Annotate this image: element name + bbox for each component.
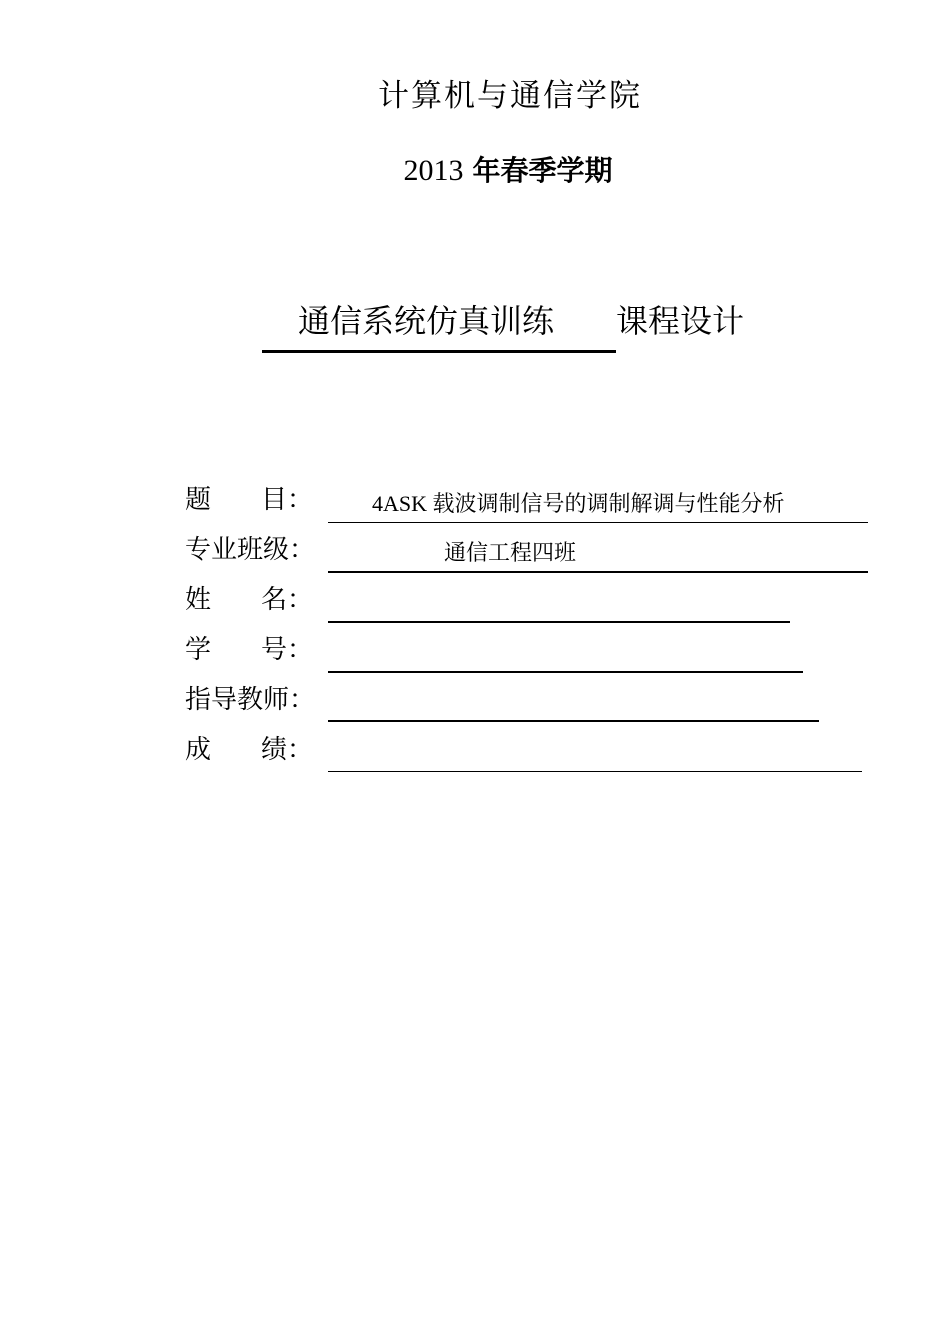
class-underline bbox=[328, 571, 868, 573]
name-label-char: 姓 bbox=[185, 585, 212, 615]
grade-label-char: 成 bbox=[185, 735, 212, 765]
semester-year: 2013 bbox=[403, 154, 464, 187]
grade-underline bbox=[328, 771, 862, 772]
student-id-label bbox=[185, 632, 313, 668]
name-label-colon: 名： bbox=[260, 585, 313, 615]
course-name: 通信系统仿真训练 bbox=[298, 302, 555, 340]
topic-value: 4ASK 载波调制信号的调制解调与性能分析 bbox=[372, 491, 785, 516]
name-underline bbox=[328, 621, 790, 623]
student-id-underline bbox=[328, 671, 803, 673]
class-label: 专业班级： bbox=[185, 535, 316, 565]
advisor-underline bbox=[328, 720, 819, 722]
topic-label-char: 题 bbox=[185, 485, 212, 515]
semester-term: 年春季学期 bbox=[472, 154, 613, 187]
student-id-label-char: 学 bbox=[185, 635, 212, 665]
college-name: 计算机与通信学院 bbox=[378, 78, 642, 114]
topic-label bbox=[185, 482, 313, 518]
topic-underline bbox=[328, 522, 868, 523]
advisor-label: 指导教师： bbox=[185, 685, 316, 715]
course-name-underline bbox=[262, 350, 616, 353]
grade-label bbox=[185, 732, 313, 768]
grade-label-colon: 绩： bbox=[260, 735, 313, 765]
semester-line bbox=[0, 150, 950, 192]
student-id-label-colon: 号： bbox=[260, 635, 313, 665]
class-value: 通信工程四班 bbox=[444, 541, 577, 566]
course-type: 课程设计 bbox=[616, 302, 745, 340]
topic-label-colon: 目： bbox=[260, 485, 313, 515]
name-label bbox=[185, 582, 313, 618]
